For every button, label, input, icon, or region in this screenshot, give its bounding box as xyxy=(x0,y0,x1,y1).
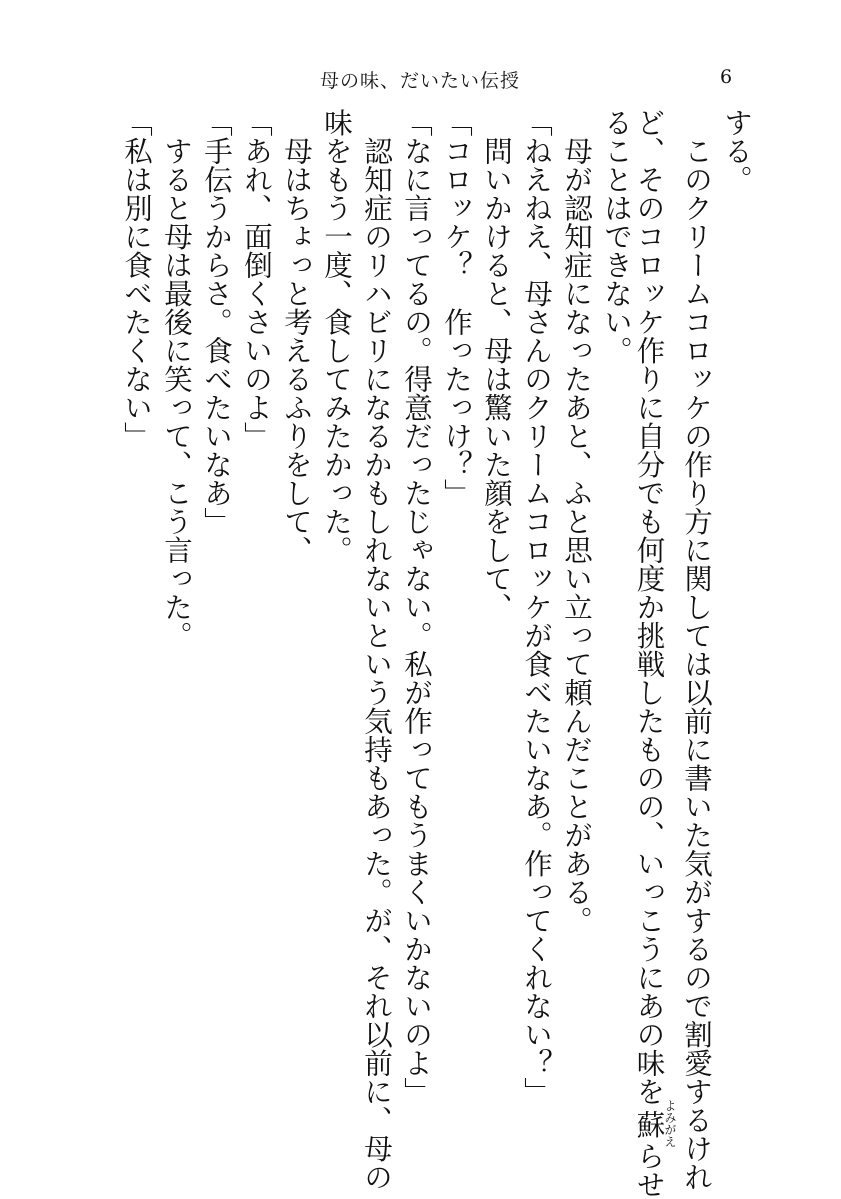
text-column-11: 味をもう一度、食してみたかった。 xyxy=(320,108,353,564)
text-column-16: 「私は別に食べたくない」 xyxy=(120,108,153,450)
text-column-9: 「なに言ってるの。得意だったじゃない。私が作ってもうまくいかないのよ」 xyxy=(400,108,433,1106)
ruby-base: 蘇 xyxy=(632,1099,666,1148)
text-column-5: 母が認知症になったあと、ふと思い立って頼んだことがある。 xyxy=(560,108,593,935)
text-column-3-after: らせ xyxy=(632,1141,666,1199)
text-column-6: 「ねえねえ、母さんのクリームコロッケが食べたいなあ。作ってくれない？」 xyxy=(520,108,553,1106)
ruby-reading: よみがえ xyxy=(663,1099,677,1148)
text-column-14: 「手伝うからさ。食べたいなあ」 xyxy=(200,108,233,536)
text-column-15: すると母は最後に笑って、こう言った。 xyxy=(160,108,193,650)
page-number: 6 xyxy=(720,66,733,88)
ruby-word xyxy=(632,1099,677,1148)
text-column-1: する。 xyxy=(720,108,753,194)
text-column-8: 「コロッケ？ 作ったっけ？」 xyxy=(440,108,473,507)
text-column-3-before: ど、そのコロッケ作りに自分でも何度か挑戦したものの、いっこうにあの味を xyxy=(632,108,666,1106)
text-column-13: 「あれ、面倒くさいのよ」 xyxy=(240,108,273,450)
text-column-3 xyxy=(632,108,677,1199)
text-column-10: 認知症のリハビリになるかもしれないという気持もあった。が、それ以前に、母の xyxy=(360,108,393,1191)
text-column-7: 問いかけると、母は驚いた顔をして、 xyxy=(480,108,513,621)
text-column-12: 母はちょっと考えるふりをして、 xyxy=(280,108,313,564)
text-column-4: ることはできない。 xyxy=(600,108,633,365)
running-head-title: 母の味、だいたい伝授 xyxy=(319,70,520,92)
text-column-2: このクリームコロッケの作り方に関しては以前に書いた気がするので割愛するけれ xyxy=(680,108,713,1191)
